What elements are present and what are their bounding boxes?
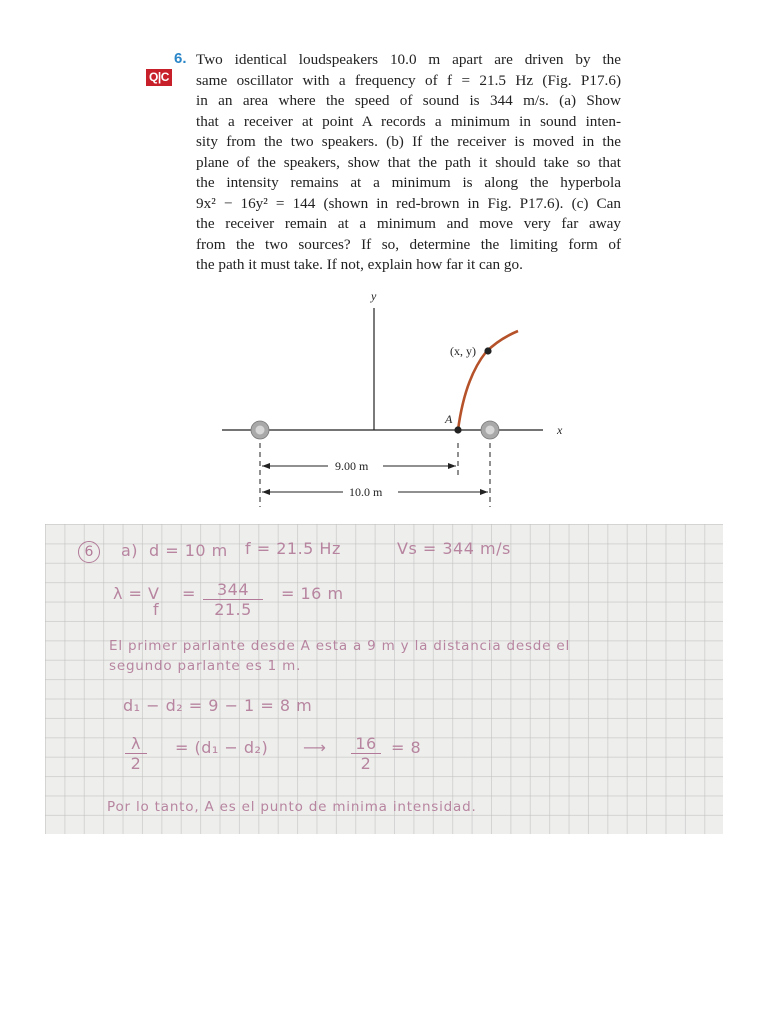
notes-path-difference: d₁ − d₂ = 9 − 1 = 8 m <box>123 696 313 715</box>
problem-line: the path it must take. If not, explain how far it can go. <box>196 256 523 273</box>
notes-conclusion: Por lo tanto, A es el punto de minima intensidad. <box>107 799 477 815</box>
problem-line: 9x² − 16y² = 144 (shown in red-brown in Fig. P17.6). (c) Can <box>196 194 621 212</box>
notes-half-result: = 8 <box>391 738 422 757</box>
notes-speed: Vs = 344 m/s <box>397 539 511 558</box>
dim-short-arrow-left <box>262 463 270 469</box>
notes-half-lambda-mid: = (d₁ − d₂) <box>175 738 269 757</box>
notes-lambda-lhs-den: f <box>153 600 160 619</box>
point-xy-label: (x, y) <box>450 344 476 358</box>
problem-line: from the two sources? If so, determine the limiting form of <box>196 235 621 253</box>
problem-line: in an area where the speed of sound is 344 m/s. (a) Show <box>196 92 621 109</box>
notes-frequency: f = 21.5 Hz <box>245 539 341 558</box>
notes-lambda-eq: = <box>182 584 196 603</box>
dim-long-label: 10.0 m <box>349 485 383 499</box>
problem-line: Two identical loudspeakers 10.0 m apart are driven by the <box>196 51 621 68</box>
qic-badge: Q|C <box>146 69 172 86</box>
problem-line: sity from the two speakers. (b) If the receiver is moved in the <box>196 133 621 150</box>
notes-lambda-result: = 16 m <box>281 584 344 603</box>
dim-long-arrow-left <box>262 489 270 495</box>
notes-lambda-den: 21.5 <box>214 600 252 619</box>
left-speaker-icon <box>251 421 269 439</box>
point-a-marker <box>454 426 461 433</box>
notes-text-line-1: El primer parlante desde A esta a 9 m y la distancia desde el <box>109 638 571 654</box>
problem-line: plane of the speakers, show that the path it should take so that <box>196 153 621 171</box>
notes-half-lambda-den: 2 <box>130 754 142 773</box>
notes-lambda-num: 344 <box>216 580 250 599</box>
problem-line: the receiver remain at a minimum and move very far away <box>196 215 621 232</box>
point-xy-marker <box>484 347 491 354</box>
problem-line: that a receiver at point A records a minimum in sound inten- <box>196 112 621 130</box>
dim-long-arrow-right <box>480 489 488 495</box>
notes-half-result-fraction <box>351 734 381 773</box>
problem-number: 6. <box>174 50 187 67</box>
problem-line: the intensity remains at a minimum is along the hyperbola <box>196 174 621 191</box>
notes-half-result-den: 2 <box>360 754 372 773</box>
problem-line: same oscillator with a frequency of f = 21.5 Hz (Fig. P17.6) <box>196 71 621 89</box>
notes-half-result-num: 16 <box>355 734 377 753</box>
notes-arrow: ⟶ <box>303 738 327 757</box>
y-axis-label: y <box>371 289 377 303</box>
dim-short-label: 9.00 m <box>335 459 369 473</box>
notes-text-line-2: segundo parlante es 1 m. <box>109 658 302 674</box>
dim-short-arrow-right <box>448 463 456 469</box>
notes-distance: d = 10 m <box>149 541 228 560</box>
handwritten-notes <box>45 524 723 834</box>
circled-problem-number: 6 <box>78 541 100 563</box>
notes-lambda-fraction <box>203 580 263 619</box>
notes-half-lambda-num: λ <box>131 734 141 753</box>
notes-half-lambda-fraction <box>125 734 147 773</box>
x-axis-label: x <box>557 423 563 437</box>
point-a-label: A <box>445 412 453 426</box>
notes-part-label: a) <box>121 541 139 560</box>
right-speaker-icon <box>481 421 499 439</box>
notes-lambda-lhs: λ = V <box>113 584 160 603</box>
